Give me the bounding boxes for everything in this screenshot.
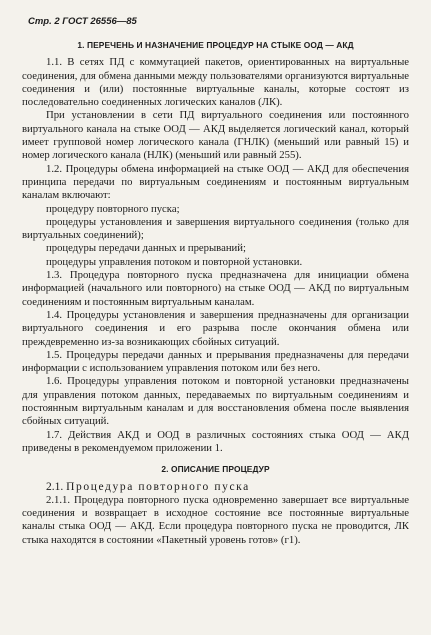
page-header: Стр. 2 ГОСТ 26556—85 [28,16,137,27]
paragraph-1-1: 1.1. В сетях ПД с коммутацией пакетов, ориентированных на виртуальные соединения, для обмена данными между пользователями организуются виртуальные соединения и (или) постоянные виртуальные каналы, которые состоят из последовательно соединенных логических каналов (ЛК). [22,56,409,109]
paragraph-1-7: 1.7. Действия АКД и ООД в различных состояниях стыка ООД — АКД приведены в рекомендуемом приложении 1. [22,428,409,454]
paragraph-1-5: 1.5. Процедуры передачи данных и прерывания предназначены для передачи информации с использованием управления потоком или без него. [22,348,409,375]
paragraph-1-4: 1.4. Процедуры установления и завершения предназначены для организации виртуального соединения и его разрыва после окончания обмена или преждевременно из-за возникающих сбойных ситуаций. [22,308,409,348]
subsection-title: Процедура повторного пуска [66,480,250,493]
subsection-2-1-heading [22,481,409,494]
section-2-title: 2. ОПИСАНИЕ ПРОЦЕДУР [161,464,270,475]
document-body [22,39,409,547]
paragraph-2-1-1: 2.1.1. Процедура повторного пуска одновременно завершает все виртуальные соединения и возвращает в исходное состояние все постоянные виртуальные каналы стыка ООД — АКД. Если процедура повторного пуска не проводится, ЛК стыка находятся в состоянии «Пакетный уровень готов» (г1). [22,493,409,546]
subsection-number: 2.1. [46,480,64,493]
list-item-data-transfer: процедуры передачи данных и прерываний; [46,242,246,255]
paragraph-1-6: 1.6. Процедуры управления потоком и повторной установки предназначены для управления потоком данных, передаваемых по виртуальным соединениям и постоянным виртуальным каналам и для восстановления обмена после выявления сбойных ситуаций. [22,375,409,428]
paragraph-1-3: 1.3. Процедура повторного пуска предназначена для инициации обмена информацией (начального или повторного) на стыке ООД — АКД по виртуальным соединениям и постоянным виртуальным каналам. [22,269,409,308]
section-1-title: 1. ПЕРЕЧЕНЬ И НАЗНАЧЕНИЕ ПРОЦЕДУР НА СТЫКЕ ООД — АКД [77,40,354,50]
list-item-restart: процедуру повторного пуска; [46,202,180,215]
paragraph-1-2: 1.2. Процедуры обмена информацией на стыке ООД — АКД для обеспечения принципа передачи по виртуальным соединениям и постоянным виртуальным каналам включают: [22,162,409,202]
paragraph-1-1-cont: При установлении в сети ПД виртуального соединения или постоянного виртуального канала на стыке ООД — АКД выделяется логический канал, который имеет групповой номер логического канала (ГНЛК) (меньший или равный 15) и номер логического канала (НЛК) (меньший или равный 255). [22,109,409,162]
list-item-flow-control: процедуры управления потоком и повторной установки. [46,255,303,268]
list-item-establish: процедуры установления и завершения виртуального соединения (только для виртуальных соединений); [22,215,409,242]
